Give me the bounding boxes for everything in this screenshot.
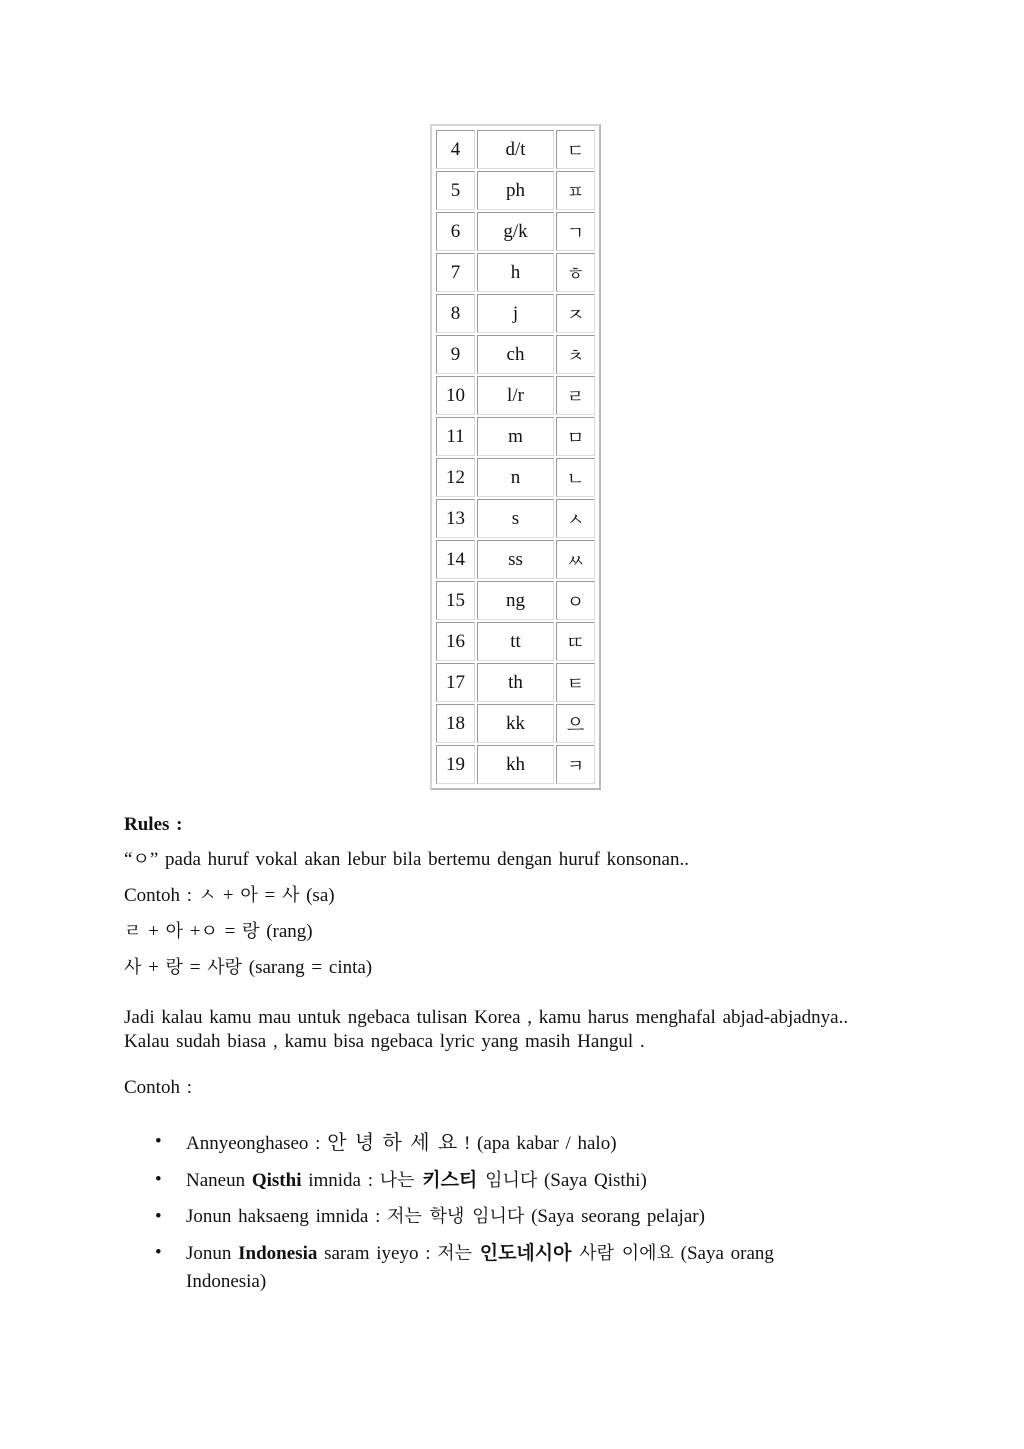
hangul-cell: ㄷ	[556, 130, 595, 169]
hangul-cell: ㅁ	[556, 417, 595, 456]
table-row	[436, 417, 595, 456]
romanized-phrase: imnida :	[301, 1170, 380, 1191]
table-row	[436, 253, 595, 292]
char-sa: 사	[281, 885, 300, 906]
list-item	[186, 1203, 906, 1231]
plus-sign: +	[141, 957, 166, 978]
romanization-cell: ss	[477, 540, 554, 579]
hangul-cell: ㅇ	[556, 581, 595, 620]
plus-sign: +	[216, 885, 241, 906]
row-number: 18	[436, 704, 475, 743]
romanization-cell: j	[477, 294, 554, 333]
rule-text: ” pada huruf vokal akan lebur bila bertemu dengan huruf konsonan..	[149, 849, 689, 870]
hangul-cell: ㅎ	[556, 253, 595, 292]
hangul-cell: ㅌ	[556, 663, 595, 702]
hangul-cell: ㅋ	[556, 745, 595, 784]
romanization-cell: l/r	[477, 376, 554, 415]
korean-phrase: 임니다	[477, 1170, 538, 1191]
romanization: (rang)	[259, 921, 313, 942]
row-number: 10	[436, 376, 475, 415]
romanization-cell: n	[477, 458, 554, 497]
explanation-paragraph	[124, 1006, 924, 1054]
romanization-cell: tt	[477, 622, 554, 661]
row-number: 15	[436, 581, 475, 620]
romanization-cell: s	[477, 499, 554, 538]
rules-title: Rules :	[124, 814, 183, 835]
hangul-cell: ㅅ	[556, 499, 595, 538]
romanization: (sa)	[299, 885, 335, 906]
romanization-cell: kk	[477, 704, 554, 743]
romanized-phrase: Jonun	[186, 1243, 239, 1264]
row-number: 14	[436, 540, 475, 579]
korean-phrase: 사람 이에요	[571, 1243, 674, 1264]
romanized-phrase: Jonun haksaeng imnida :	[186, 1206, 388, 1227]
korean-phrase: 저는	[437, 1243, 480, 1264]
examples-title: Contoh :	[124, 1077, 192, 1098]
row-number: 8	[436, 294, 475, 333]
char-rang: 랑	[242, 921, 260, 942]
korean-country: 인도네시아	[479, 1242, 572, 1264]
romanization-cell: g/k	[477, 212, 554, 251]
paragraph-line-1: Jadi kalau kamu mau untuk ngebaca tulisan Korea , kamu harus menghafal abjad-abjadnya..	[124, 1007, 849, 1028]
phrase-meaning: (Saya orang	[673, 1243, 774, 1264]
table-body	[436, 130, 595, 784]
hangul-cell: ㅍ	[556, 171, 595, 210]
equals-sign: =	[217, 921, 243, 942]
romanized-phrase: Naneun	[186, 1170, 252, 1191]
romanized-phrase: Annyeonghaseo :	[186, 1133, 328, 1154]
korean-phrase: 나는	[379, 1170, 423, 1191]
table-row	[436, 171, 595, 210]
romanization-cell: kh	[477, 745, 554, 784]
char-s: ㅅ	[198, 885, 217, 906]
list-item	[186, 1166, 906, 1195]
korean-phrase: 저는 학냉 임니다	[387, 1206, 525, 1227]
row-number: 5	[436, 171, 475, 210]
row-number: 19	[436, 745, 475, 784]
plus-sign: +	[183, 921, 201, 942]
list-item	[186, 1239, 906, 1296]
equals-sign: =	[257, 885, 282, 906]
romanization-cell: ng	[477, 581, 554, 620]
table-row	[436, 376, 595, 415]
example-label: Contoh :	[124, 885, 199, 906]
hangul-cell: 으	[556, 704, 595, 743]
char-sa: 사	[124, 957, 142, 978]
hangul-cell: ㅈ	[556, 294, 595, 333]
row-number: 4	[436, 130, 475, 169]
equals-sign: =	[183, 957, 208, 978]
paragraph-line-2: Kalau sudah biasa , kamu bisa ngebaca lyric yang masih Hangul .	[124, 1031, 645, 1052]
table-row	[436, 745, 595, 784]
romanized-country: Indonesia	[238, 1243, 318, 1264]
hangul-cell: ㄱ	[556, 212, 595, 251]
table-row	[436, 130, 595, 169]
romanization-cell: m	[477, 417, 554, 456]
ieung-char: ㅇ	[132, 849, 150, 870]
table-row	[436, 663, 595, 702]
row-number: 9	[436, 335, 475, 374]
phrase-meaning: ! (apa kabar / halo)	[457, 1133, 617, 1154]
row-number: 16	[436, 622, 475, 661]
romanization-cell: ph	[477, 171, 554, 210]
char-a: 아	[240, 885, 258, 906]
plus-sign: +	[141, 921, 166, 942]
hangul-cell: ㄸ	[556, 622, 595, 661]
char-rang: 랑	[165, 957, 183, 978]
table-row	[436, 212, 595, 251]
hangul-cell: ㄹ	[556, 376, 595, 415]
row-number: 6	[436, 212, 475, 251]
phrase-meaning: (Saya Qisthi)	[537, 1170, 647, 1191]
list-item	[186, 1128, 906, 1158]
table-row	[436, 704, 595, 743]
romanization: (sarang = cinta)	[242, 957, 373, 978]
romanized-name: Qisthi	[251, 1170, 302, 1191]
row-number: 17	[436, 663, 475, 702]
table-row	[436, 581, 595, 620]
table-row	[436, 335, 595, 374]
korean-name: 키스티	[422, 1169, 478, 1191]
romanization-cell: d/t	[477, 130, 554, 169]
romanization-cell: h	[477, 253, 554, 292]
table-row	[436, 294, 595, 333]
word-sarang: 사랑	[207, 957, 242, 978]
rules-line-1	[124, 845, 689, 871]
row-number: 11	[436, 417, 475, 456]
hangul-cell: ㅆ	[556, 540, 595, 579]
romanization-cell: th	[477, 663, 554, 702]
row-number: 13	[436, 499, 475, 538]
char-ng: ㅇ	[200, 921, 218, 942]
row-number: 12	[436, 458, 475, 497]
phrase-meaning: (Saya seorang pelajar)	[524, 1206, 705, 1227]
char-a: 아	[165, 921, 183, 942]
char-r: ㄹ	[124, 921, 142, 942]
hangul-consonant-table	[434, 128, 597, 786]
phrase-meaning-continuation: Indonesia)	[186, 1271, 267, 1292]
row-number: 7	[436, 253, 475, 292]
table-row	[436, 540, 595, 579]
romanized-phrase: saram iyeyo :	[317, 1243, 438, 1264]
rules-example-rang	[124, 917, 313, 943]
hangul-cell: ㄴ	[556, 458, 595, 497]
rules-example-sa	[124, 881, 335, 907]
examples-list	[124, 1128, 906, 1304]
rules-example-sarang	[124, 953, 372, 979]
hangul-cell: ㅊ	[556, 335, 595, 374]
table-row	[436, 458, 595, 497]
open-quote: “	[124, 849, 133, 870]
table-row	[436, 499, 595, 538]
table-row	[436, 622, 595, 661]
hangul-consonant-table-frame	[430, 124, 601, 790]
korean-phrase: 안 녕 하 세 요	[327, 1130, 458, 1154]
romanization-cell: ch	[477, 335, 554, 374]
